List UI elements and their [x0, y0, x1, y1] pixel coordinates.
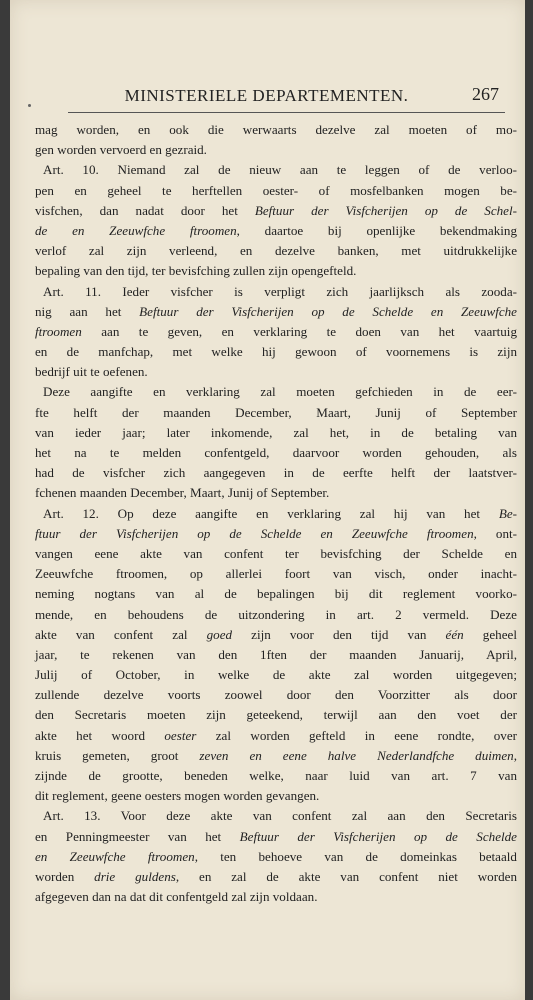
text-line: [35, 241, 517, 261]
italic-text-span: Beftuur der Visfcherijen op de Schelde en Zeeuwfche: [139, 303, 517, 319]
italic-text-span: de en Zeeuwfche ftroomen: [35, 222, 237, 238]
text-span: en de manfchap, met welke hij gewoon of voornemens is zijn: [35, 344, 517, 360]
text-line: [35, 705, 517, 725]
text-line: [35, 766, 517, 786]
text-span: ,: [513, 747, 517, 763]
italic-text-span: ftroomen: [35, 323, 82, 339]
italic-text-span: oester: [164, 727, 197, 743]
text-span: Art. 13. Voor deze akte van confent zal aan den Secretaris: [43, 808, 517, 824]
text-span: , en zal de akte van confent niet worden: [175, 868, 517, 884]
text-span: Julij of October, in welke de akte zal worden uitgegeven;: [35, 667, 517, 683]
text-line: [35, 342, 517, 362]
text-line: [35, 261, 517, 281]
text-line: [35, 382, 517, 402]
text-span: zijnde de grootte, beneden welke, naar luid van art. 7 van: [35, 768, 517, 783]
text-line: [35, 605, 517, 625]
page-number: 267: [472, 84, 499, 104]
text-span: aan te geven, en verklaring te doen van het vaartuig: [81, 323, 517, 339]
text-span: pen en geheel te herftellen oester- of mosfelbanken mogen be-: [35, 182, 517, 198]
text-span: gen worden vervoerd en gezraid.: [35, 142, 207, 158]
text-line: [35, 887, 517, 907]
text-line: [35, 221, 517, 241]
page-body-text: [35, 120, 517, 907]
text-line: [35, 847, 517, 867]
text-line: [35, 463, 517, 483]
text-span: visfchen, dan nadat door het: [35, 202, 255, 218]
text-span: afgegeven dan na dat dit confentgeld zal zijn voldaan.: [35, 889, 318, 905]
text-line: [35, 564, 517, 584]
text-line: [35, 504, 517, 524]
text-span: Zeeuwfche ftroomen, op allerlei foort van visch, onder inacht-: [35, 566, 517, 582]
text-line: [35, 645, 517, 665]
text-line: [35, 201, 517, 221]
text-line: [35, 282, 517, 302]
text-span: bepaling van den tijd, ter bevisfching zullen zijn opengefteld.: [35, 263, 357, 279]
text-span: den Secretaris moeten zijn geteekend, terwijl aan den voet der: [35, 707, 517, 723]
page-speck: [28, 104, 31, 107]
text-span: dit reglement, geene oesters mogen worden gevangen.: [35, 788, 320, 804]
text-line: [35, 625, 517, 645]
text-line: [35, 483, 517, 503]
running-title: MINISTERIELE DEPARTEMENTEN.: [124, 86, 409, 105]
text-line: [35, 181, 517, 201]
text-span: , ten behoeve van de domeinkas betaald: [194, 848, 517, 864]
text-line: [35, 362, 517, 382]
text-line: [35, 786, 517, 806]
text-line: [35, 746, 517, 766]
text-span: Art. 12. Op deze aangifte en verklaring zal hij van het: [43, 505, 499, 521]
book-page: [10, 0, 525, 1000]
text-line: [35, 160, 517, 180]
text-span: en Penningmeester van het: [35, 828, 240, 844]
text-line: [35, 806, 517, 826]
text-span: zullende dezelve voorts zoowel door den Voorzitter als door: [35, 687, 517, 703]
text-span: zal worden gefteld in eene rondte, over: [196, 727, 517, 743]
text-line: [35, 302, 517, 322]
text-span: van ieder jaar; later inkomende, zal het, in de betaling van: [35, 424, 517, 440]
text-span: mag worden, en ook die werwaarts dezelve zal moeten of mo-: [35, 122, 517, 137]
text-line: [35, 322, 517, 342]
text-line: [35, 443, 517, 463]
italic-text-span: Beftuur der Visfcherijen op de Schel-: [254, 202, 517, 218]
text-span: Deze aangifte en verklaring zal moeten gefchieden in de eer-: [43, 384, 517, 400]
text-span: akte van confent zal: [35, 626, 207, 642]
italic-text-span: en Zeeuwfche ftroomen: [35, 848, 195, 864]
text-line: [35, 665, 517, 685]
text-span: bedrijf uit te oefenen.: [35, 364, 148, 380]
text-span: verlof zal zijn verleend, en dezelve banken, met uitdrukkelijke: [35, 243, 517, 259]
text-span: worden: [35, 868, 95, 884]
text-span: nig aan het: [35, 303, 140, 319]
text-line: [35, 120, 517, 140]
text-span: , daartoe bij openlijke bekendmaking: [236, 222, 517, 238]
text-span: het na te melden confentgeld, daarvoor worden gehouden, als: [35, 445, 517, 460]
running-header: [68, 86, 505, 113]
text-span: Art. 11. Ieder visfcher is verpligt zich jaarlijksch als zooda-: [43, 283, 517, 299]
text-span: vangen eene akte van confent ter bevisfching der Schelde en: [35, 545, 517, 561]
text-line: [35, 140, 517, 160]
text-line: [35, 423, 517, 443]
text-line: [35, 867, 517, 887]
text-span: fte helft der maanden December, Maart, Junij of September: [35, 404, 517, 420]
text-line: [35, 403, 517, 423]
italic-text-span: ftuur der Visfcherijen op de Schelde en Zeeuwfche ftroomen: [35, 525, 474, 541]
text-span: kruis gemeten, groot: [35, 747, 200, 763]
text-span: neming nogtans van al de bepalingen bij dit reglement voorko-: [35, 586, 517, 602]
italic-text-span: één: [445, 626, 464, 642]
italic-text-span: Be-: [498, 505, 517, 521]
text-span: zijn voor den tijd van: [232, 626, 446, 642]
text-span: akte het woord: [35, 727, 165, 743]
text-line: [35, 584, 517, 604]
text-span: , ont-: [473, 525, 518, 541]
text-span: mende, en behoudens de uitzondering in art. 2 vermeld. Deze: [35, 606, 517, 622]
text-line: [35, 544, 517, 564]
text-span: fchenen maanden December, Maart, Junij of September.: [35, 485, 330, 501]
text-line: [35, 524, 517, 544]
italic-text-span: drie guldens: [94, 868, 176, 884]
italic-text-span: goed: [206, 626, 233, 642]
text-line: [35, 685, 517, 705]
italic-text-span: Beftuur der Visfcherijen op de Schelde: [239, 828, 517, 844]
text-line: [35, 827, 517, 847]
italic-text-span: zeven en eene halve Nederlandfche duimen: [199, 747, 514, 763]
text-span: Art. 10. Niemand zal de nieuw aan te leggen of de verloo-: [43, 162, 517, 178]
text-span: had de visfcher zich aangegeven in de eerfte helft der laatstver-: [35, 465, 517, 481]
text-span: jaar, te rekenen van den 1ften der maanden Januarij, April,: [35, 646, 517, 662]
text-span: geheel: [463, 626, 517, 642]
text-line: [35, 726, 517, 746]
